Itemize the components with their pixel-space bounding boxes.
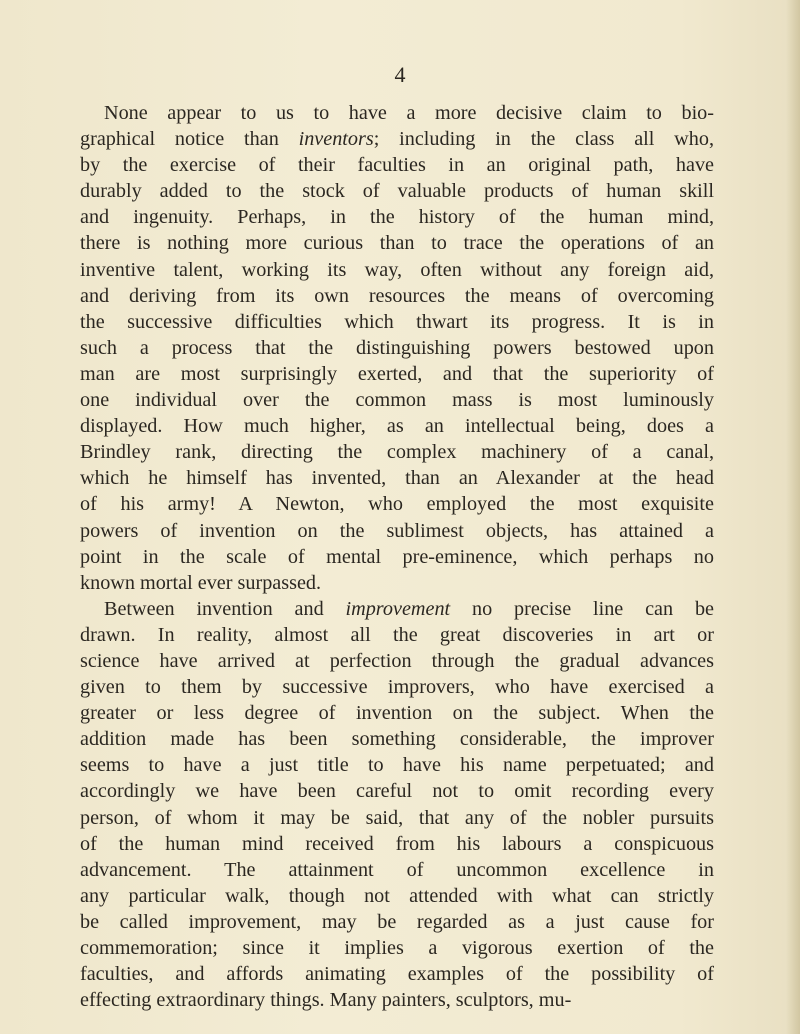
text-line — [80, 100, 714, 126]
text-line — [80, 700, 714, 726]
italic-term: improvement — [345, 597, 451, 620]
text-line — [80, 935, 714, 961]
text-run: graphical notice than — [80, 128, 299, 151]
text-line — [80, 831, 714, 857]
text-line — [80, 648, 714, 674]
text-run: by the exercise of their faculties in an original path, have — [80, 154, 714, 177]
text-run: be called improvement, may be regarded as a just cause for — [80, 910, 714, 933]
text-run: given to them by successive improvers, who have exercised a — [80, 676, 714, 699]
text-run: known mortal ever surpassed. — [80, 571, 322, 594]
text-line — [80, 674, 714, 700]
text-run: Between invention and — [104, 597, 346, 620]
text-run: Brindley rank, directing the complex machinery of a canal, — [80, 441, 714, 464]
text-run: such a process that the distinguishing powers bestowed upon — [80, 336, 714, 359]
text-line — [80, 413, 714, 439]
text-run: man are most surprisingly exerted, and that the superiority of — [80, 362, 714, 385]
text-run: accordingly we have been careful not to omit recording every — [80, 780, 714, 803]
text-line — [80, 387, 714, 413]
text-run: durably added to the stock of valuable products of human skill — [80, 180, 714, 203]
text-line — [80, 309, 714, 335]
text-run: addition made has been something considerable, the improver — [80, 728, 714, 751]
text-run: of his army! A Newton, who employed the most exquisite — [80, 493, 714, 516]
text-run: there is nothing more curious than to trace the operations of an — [80, 232, 714, 255]
text-line — [80, 570, 714, 596]
text-run: which he himself has invented, than an Alexander at the head — [80, 467, 714, 490]
text-line — [80, 726, 714, 752]
italic-term: inventors — [298, 128, 374, 151]
text-line — [80, 257, 714, 283]
text-line — [80, 283, 714, 309]
text-run: commemoration; since it implies a vigorous exertion of the — [80, 937, 714, 959]
text-run: no precise line can be — [450, 597, 714, 620]
text-run: of the human mind received from his labours a conspicuous — [80, 832, 714, 855]
text-line — [80, 778, 714, 804]
text-line — [80, 805, 714, 831]
text-run: faculties, and affords animating examples of the possibility of — [80, 963, 714, 986]
text-run: None appear to us to have a more decisive claim to bio- — [104, 102, 714, 124]
text-run: displayed. How much higher, as an intellectual being, does a — [80, 415, 714, 438]
text-line — [80, 518, 714, 544]
text-line — [80, 909, 714, 935]
text-line — [80, 204, 714, 230]
text-line — [80, 178, 714, 204]
text-line — [80, 544, 714, 570]
text-run: advancement. The attainment of uncommon excellence in — [80, 858, 714, 881]
text-run: and deriving from its own resources the means of overcoming — [80, 284, 714, 307]
text-run: person, of whom it may be said, that any of the nobler pursuits — [80, 806, 714, 829]
text-run: science have arrived at perfection through the gradual advances — [80, 649, 714, 672]
text-line — [80, 961, 714, 987]
text-line — [80, 857, 714, 883]
text-line — [80, 230, 714, 256]
body-text — [80, 100, 714, 1013]
text-run: drawn. In reality, almost all the great discoveries in art or — [80, 623, 714, 646]
text-line — [80, 622, 714, 648]
text-run: inventive talent, working its way, often without any foreign aid, — [80, 258, 714, 281]
text-run: ; including in the class all who, — [373, 128, 714, 151]
text-line — [80, 883, 714, 909]
text-run: point in the scale of mental pre-eminence, which perhaps no — [80, 545, 714, 568]
text-line — [80, 152, 714, 178]
text-line — [80, 987, 714, 1013]
text-run: greater or less degree of invention on the subject. When the — [80, 702, 714, 725]
text-line — [80, 126, 714, 152]
text-run: effecting extraordinary things. Many painters, sculptors, mu- — [80, 989, 572, 1012]
page-edge-shadow — [786, 0, 800, 1034]
text-line — [80, 361, 714, 387]
text-line — [80, 752, 714, 778]
page-number: 4 — [394, 62, 406, 87]
text-run: powers of invention on the sublimest objects, has attained a — [80, 519, 714, 542]
text-line — [80, 465, 714, 491]
text-run: one individual over the common mass is most luminously — [80, 389, 714, 412]
text-line — [80, 335, 714, 361]
text-run: any particular walk, though not attended with what can strictly — [80, 884, 714, 907]
text-line — [80, 596, 714, 622]
text-run: seems to have a just title to have his name perpetuated; and — [80, 754, 714, 777]
text-line — [80, 491, 714, 517]
text-run: and ingenuity. Perhaps, in the history of the human mind, — [80, 206, 714, 229]
text-line — [80, 439, 714, 465]
text-run: the successive difficulties which thwart its progress. It is in — [80, 310, 714, 333]
